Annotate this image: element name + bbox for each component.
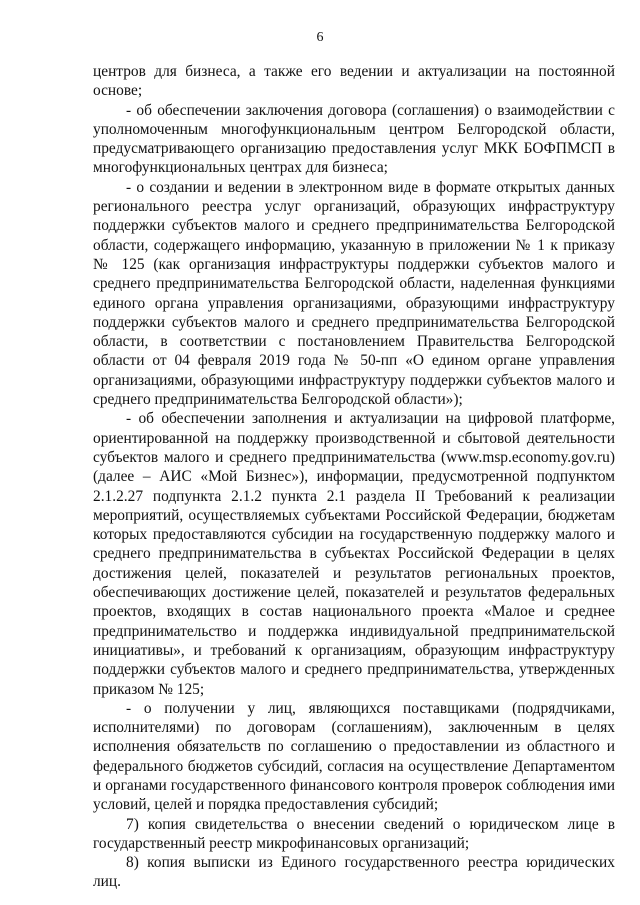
document-body <box>93 62 615 892</box>
paragraph: 8) копия выписки из Единого государственного реестра юридических лиц. <box>93 854 615 891</box>
page-number: 6 <box>316 30 324 45</box>
paragraph: центров для бизнеса, а также его ведении и актуализации на постоянной основе; <box>93 63 615 100</box>
paragraph: - об обеспечении заполнения и актуализации на цифровой платформе, ориентированной на поддержку производственной и сбытовой деятельности субъектов малого и среднего предпринимательства (www.msp.economy.gov.ru) (далее – АИС «Мой Бизнес»), информации, предусмотренной подпунктом 2.1.2.27 подпункта 2.1.2 пункта 2.1 раздела II Требований к реализации мероприятий, осуществляемых субъектами Российской Федерации, бюджетам которых предоставляются субсидии на государственную поддержку малого и среднего предпринимательства в субъектах Российской Федерации в целях достижения целей, показателей и результатов региональных проектов, обеспечивающих достижение целей, показателей и результатов федеральных проектов, входящих в состав национального проекта «Малое и среднее предпринимательство и поддержка индивидуальной предпринимательской инициативы», и требований к организациям, образующим инфраструктуру поддержки субъектов малого и среднего предпринимательства, утвержденных приказом № 125; <box>93 410 615 698</box>
paragraph: 7) копия свидетельства о внесении сведений о юридическом лице в государственный реестр микрофинансовых организаций; <box>93 815 615 852</box>
paragraph: - о создании и ведении в электронном виде в формате открытых данных регионального реестра услуг организаций, образующих инфраструктуру поддержки субъектов малого и среднего предпринимательства Белгородской области, содержащего информацию, указанную в приложении № 1 к приказу № 125 (как организация инфраструктуры поддержки субъектов малого и среднего предпринимательства Белгородской области, наделенная функциями единого органа управления организациями, образующими инфраструктуру поддержки субъектов малого и среднего предпринимательства Белгородской области, в соответствии с постановлением Правительства Белгородской области от 04 февраля 2019 года № 50-пп «О едином органе управления организациями, образующими инфраструктуру поддержки субъектов малого и среднего предпринимательства Белгородской области»); <box>93 178 615 409</box>
paragraph: - об обеспечении заключения договора (соглашения) о взаимодействии с уполномоченным многофункциональным центром Белгородской области, предусматривающего организацию предоставления услуг МКК БОФПМСП в многофункциональных центрах для бизнеса; <box>93 101 615 177</box>
paragraph: - о получении у лиц, являющихся поставщиками (подрядчиками, исполнителями) по договорам (соглашениям), заключенным в целях исполнения обязательств по соглашению о предоставлении из областного и федерального бюджетов субсидий, согласия на осуществление Департаментом и органами государственного финансового контроля проверок соблюдения ими условий, целей и порядка предоставления субсидий; <box>93 699 615 814</box>
